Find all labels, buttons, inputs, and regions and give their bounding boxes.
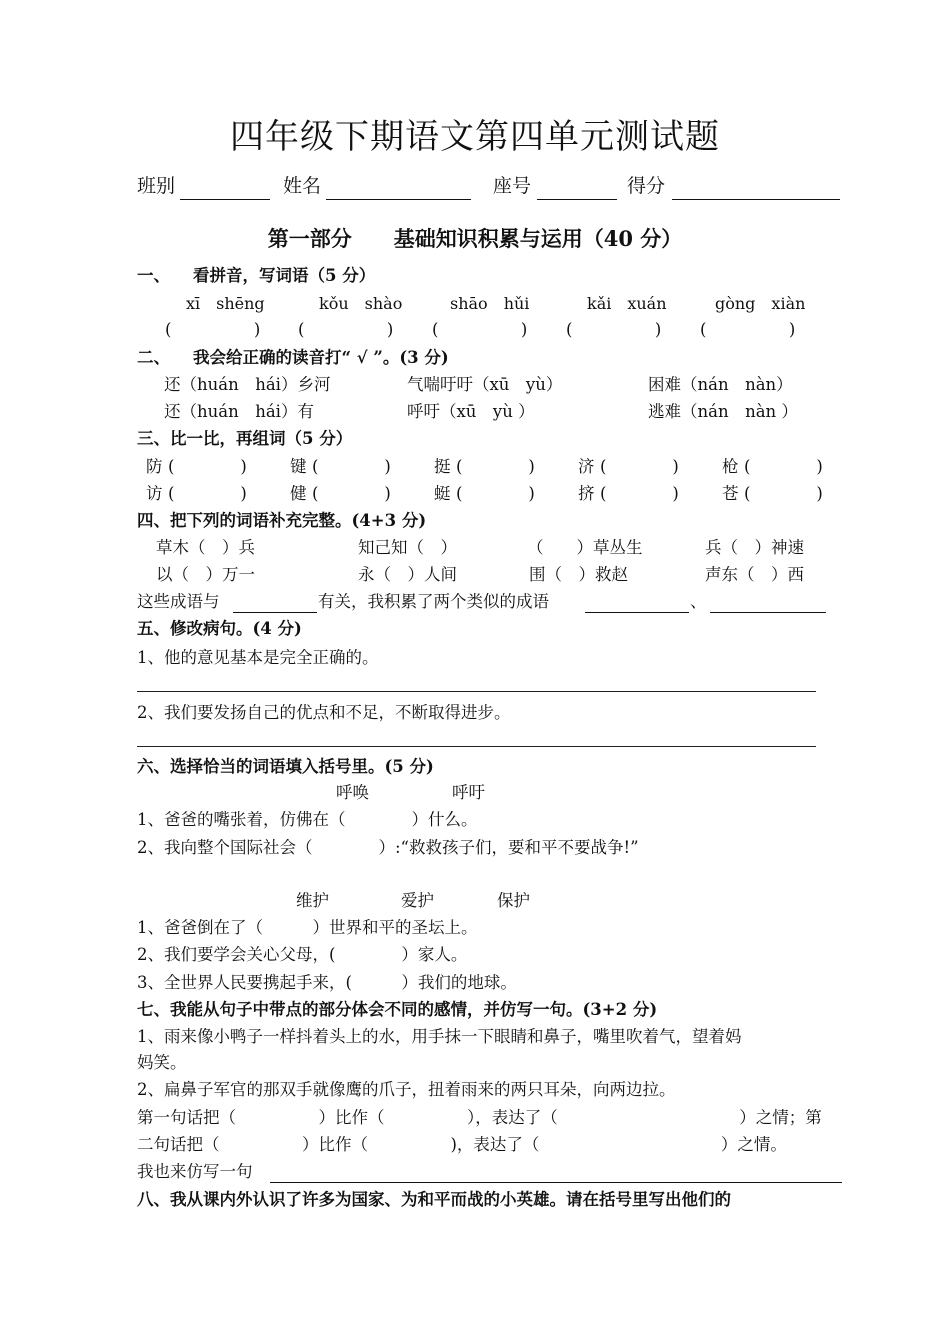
emotion-fill[interactable]: 第一句话把（ ）比作（ ），表达了（ ）之情；第 <box>137 1108 822 1127</box>
word-parens[interactable]: ( ) <box>600 457 679 476</box>
idiom-sentence-c: 、 <box>690 592 707 611</box>
compare-char: 防 <box>146 457 163 476</box>
sentence-item: 2、我们要发扬自己的优点和不足，不断取得进步。 <box>137 703 511 722</box>
q1-number: 一、 <box>137 266 170 285</box>
word-parens[interactable]: ( ) <box>456 484 535 503</box>
pinyin-item: shāo hǔi <box>450 294 530 313</box>
idiom-item[interactable]: 草木（ ）兵 <box>156 538 255 557</box>
idiom-blank[interactable] <box>710 612 826 613</box>
compare-char: 键 <box>290 457 307 476</box>
idiom-blank[interactable] <box>585 612 689 613</box>
example-sentence: 2、扁鼻子军官的那双手就像鹰的爪子，扭着雨来的两只耳朵，向两边拉。 <box>137 1080 676 1099</box>
answer-line[interactable] <box>137 691 816 692</box>
reading-choice[interactable]: 还（huán hái）乡河 <box>164 375 331 394</box>
reading-choice[interactable]: 气喘吁吁（xū yù） <box>407 375 563 394</box>
word-parens[interactable]: ( ) <box>312 484 391 503</box>
score-label: 得分 <box>627 175 666 197</box>
example-sentence: 1、雨来像小鸭子一样抖着头上的水，用手抹一下眼睛和鼻子，嘴里吹着气，望着妈 <box>137 1027 742 1046</box>
name-label: 姓名 <box>283 175 322 197</box>
answer-line[interactable] <box>137 746 816 747</box>
word-parens[interactable]: ( ) <box>168 484 247 503</box>
idiom-blank[interactable] <box>233 612 317 613</box>
compare-char: 健 <box>290 484 307 503</box>
sentence-item: 1、他的意见基本是完全正确的。 <box>137 648 379 667</box>
idiom-sentence-a: 这些成语与 <box>137 592 220 611</box>
page-title: 四年级下期语文第四单元测试题 <box>230 117 720 157</box>
compare-char: 枪 <box>722 457 739 476</box>
reading-choice[interactable]: 呼吁（xū yù ） <box>407 402 535 421</box>
q4-heading: 四、把下列的词语补充完整。(4+3 分) <box>137 511 427 530</box>
word-parens[interactable]: ( ) <box>600 484 679 503</box>
word-parens[interactable]: ( ) <box>312 457 391 476</box>
class-label: 班别 <box>137 175 176 197</box>
q3-heading: 三、比一比，再组词（5 分） <box>137 429 353 448</box>
compare-char: 济 <box>578 457 595 476</box>
fill-sentence[interactable]: 1、爸爸的嘴张着，仿佛在（ ）什么。 <box>137 810 478 829</box>
pinyin-item: kǎi xuán <box>587 294 667 313</box>
idiom-item[interactable]: 知己知（ ） <box>358 538 457 557</box>
q2-heading: 我会给正确的读音打“ √ ”。(3 分) <box>193 348 449 367</box>
answer-parens[interactable]: ( ) <box>700 320 796 339</box>
pinyin-item: xī shēng <box>186 294 265 313</box>
compare-char: 苍 <box>722 484 739 503</box>
idiom-item[interactable]: 以（ ）万一 <box>156 565 255 584</box>
answer-parens[interactable]: ( ) <box>566 320 662 339</box>
word-option: 爱护 <box>401 891 434 910</box>
name-blank[interactable] <box>326 199 471 200</box>
word-parens[interactable]: ( ) <box>456 457 535 476</box>
seat-label: 座号 <box>493 175 532 197</box>
q2-number: 二、 <box>137 348 170 367</box>
reading-choice[interactable]: 还（huán hái）有 <box>164 402 314 421</box>
idiom-item[interactable]: 永（ ）人间 <box>358 565 457 584</box>
compare-char: 挺 <box>434 457 451 476</box>
q5-heading: 五、修改病句。(4 分) <box>137 619 302 638</box>
idiom-item[interactable]: （ ）草丛生 <box>527 538 643 557</box>
idiom-item[interactable]: 声东（ ）西 <box>705 565 804 584</box>
word-parens[interactable]: ( ) <box>168 457 247 476</box>
answer-parens[interactable]: ( ) <box>165 320 261 339</box>
fill-sentence[interactable]: 1、爸爸倒在了（ ）世界和平的圣坛上。 <box>137 918 478 937</box>
fill-sentence[interactable]: 3、全世界人民要携起手来，( ）我们的地球。 <box>137 973 517 992</box>
compare-char: 挤 <box>578 484 595 503</box>
fill-sentence[interactable]: 2、我们要学会关心父母，( ）家人。 <box>137 945 468 964</box>
word-option: 保护 <box>497 891 530 910</box>
word-option: 呼唤 <box>336 783 369 802</box>
answer-parens[interactable]: ( ) <box>298 320 394 339</box>
imitate-label: 我也来仿写一句 <box>137 1162 253 1181</box>
class-blank[interactable] <box>180 199 270 200</box>
idiom-sentence-b: 有关，我积累了两个类似的成语 <box>318 592 549 611</box>
part-title: 第一部分 基础知识积累与运用（40 分） <box>267 226 683 251</box>
compare-char: 蜓 <box>434 484 451 503</box>
q1-heading: 看拼音，写词语（5 分） <box>193 266 376 285</box>
word-option: 维护 <box>296 891 329 910</box>
example-sentence: 妈笑。 <box>137 1053 187 1072</box>
compare-char: 访 <box>146 484 163 503</box>
answer-parens[interactable]: ( ) <box>432 320 528 339</box>
pinyin-item: kǒu shào <box>319 294 403 313</box>
reading-choice[interactable]: 困难（nán nàn） <box>648 375 793 394</box>
q6-heading: 六、选择恰当的词语填入括号里。(5 分) <box>137 757 434 776</box>
fill-sentence[interactable]: 2、我向整个国际社会（ ）:“救救孩子们，要和平不要战争!” <box>137 838 639 857</box>
emotion-fill[interactable]: 二句话把（ ）比作（ )，表达了（ ）之情。 <box>137 1135 787 1154</box>
seat-blank[interactable] <box>537 199 617 200</box>
score-blank[interactable] <box>672 199 840 200</box>
idiom-item[interactable]: 兵（ ）神速 <box>705 538 804 557</box>
reading-choice[interactable]: 逃难（nán nàn ） <box>648 402 798 421</box>
word-parens[interactable]: ( ) <box>744 484 823 503</box>
pinyin-item: gòng xiàn <box>715 294 806 313</box>
imitate-blank[interactable] <box>270 1182 842 1183</box>
q8-heading: 八、我从课内外认识了许多为国家、为和平而战的小英雄。请在括号里写出他们的 <box>137 1190 731 1209</box>
word-parens[interactable]: ( ) <box>744 457 823 476</box>
word-option: 呼吁 <box>452 783 485 802</box>
idiom-item[interactable]: 围（ ）救赵 <box>529 565 628 584</box>
q7-heading: 七、我能从句子中带点的部分体会不同的感情，并仿写一句。(3+2 分) <box>137 1000 658 1019</box>
